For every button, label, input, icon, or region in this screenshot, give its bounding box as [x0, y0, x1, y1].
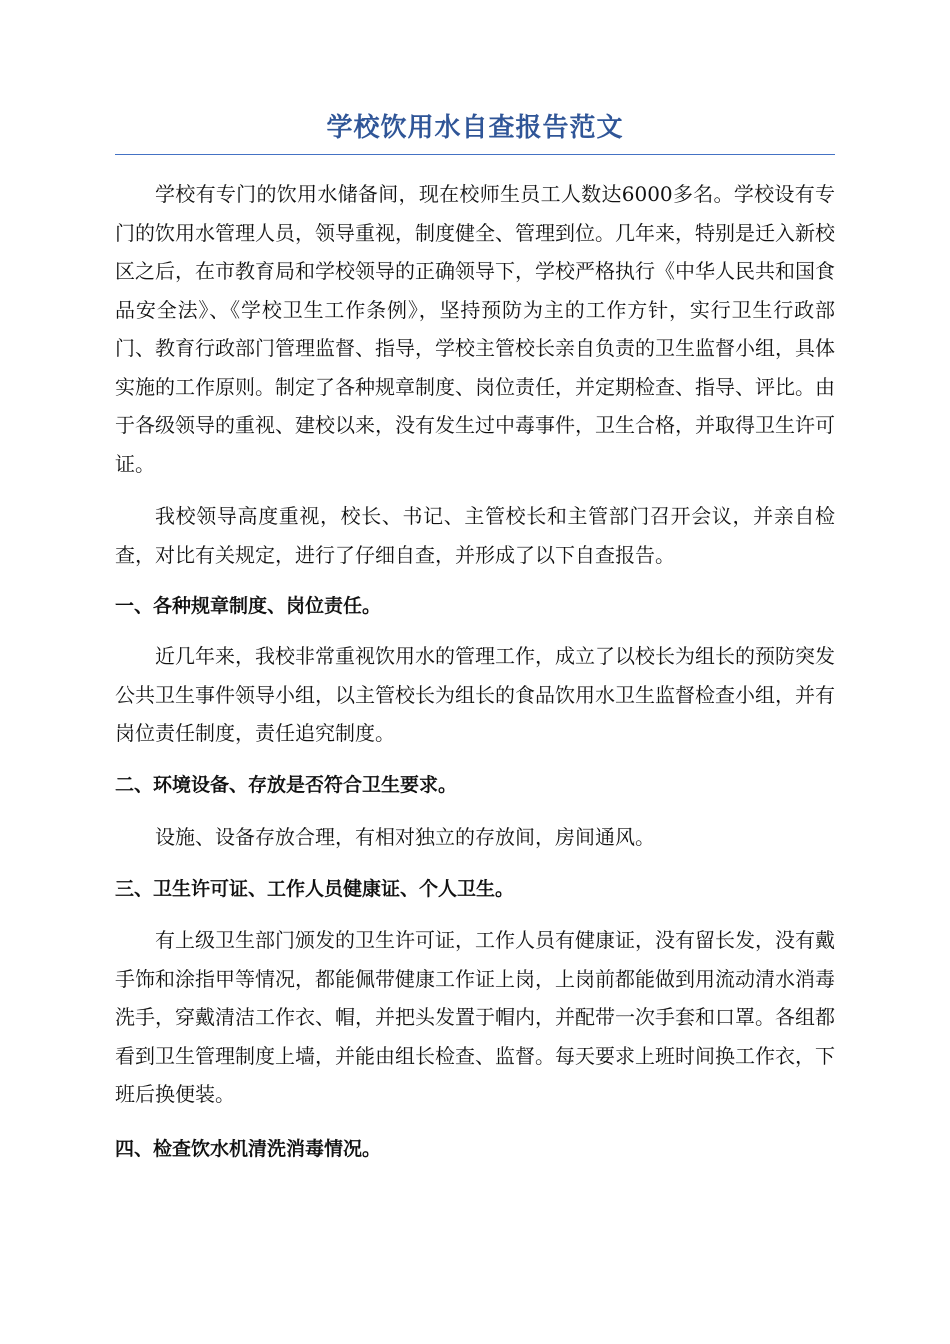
- paragraph-section-2: 设施、设备存放合理，有相对独立的存放间，房间通风。: [155, 824, 655, 849]
- document-page: [115, 108, 835, 1168]
- document-title: 学校饮用水自查报告范文: [326, 113, 624, 143]
- paragraph-self-check: 我校领导高度重视，校长、书记、主管校长和主管部门召开会议，并亲自检查，对比有关规定，进行了仔细自查，并形成了以下自查报告。: [115, 504, 835, 567]
- paragraph-intro: 学校有专门的饮用水储备间，现在校师生员工人数达6000多名。学校设有专门的饮用水管理人员，领导重视，制度健全、管理到位。几年来，特别是迁入新校区之后，在市教育局和学校领导的正确领导下，学校严格执行《中华人民共和国食品安全法》、《学校卫生工作条例》，坚持预防为主的工作方针，实行卫生行政部门、教育行政部门管理监督、指导，学校主管校长亲自负责的卫生监督小组，具体实施的工作原则。制定了各种规章制度、岗位责任，并定期检查、指导、评比。由于各级领导的重视、建校以来，没有发生过中毒事件，卫生合格，并取得卫生许可证。: [115, 182, 835, 476]
- paragraph-section-3: 有上级卫生部门颁发的卫生许可证，工作人员有健康证，没有留长发，没有戴手饰和涂指甲等情况，都能佩带健康工作证上岗，上岗前都能做到用流动清水消毒洗手，穿戴清洁工作衣、帽，并把头发置于帽内，并配带一次手套和口罩。各组都看到卫生管理制度上墙，并能由组长检查、监督。每天要求上班时间换工作衣，下班后换便装。: [115, 928, 835, 1106]
- paragraph-section-1: 近几年来，我校非常重视饮用水的管理工作，成立了以校长为组长的预防突发公共卫生事件领导小组，以主管校长为组长的食品饮用水卫生监督检查小组，并有岗位责任制度，责任追究制度。: [115, 644, 835, 745]
- title-underline: [115, 154, 835, 155]
- section-heading-2: 二、环境设备、存放是否符合卫生要求。: [115, 773, 458, 796]
- section-heading-4: 四、检查饮水机清洗消毒情况。: [115, 1137, 382, 1160]
- section-heading-1: 一、各种规章制度、岗位责任。: [115, 595, 382, 617]
- section-heading-3: 三、卫生许可证、工作人员健康证、个人卫生。: [115, 878, 515, 900]
